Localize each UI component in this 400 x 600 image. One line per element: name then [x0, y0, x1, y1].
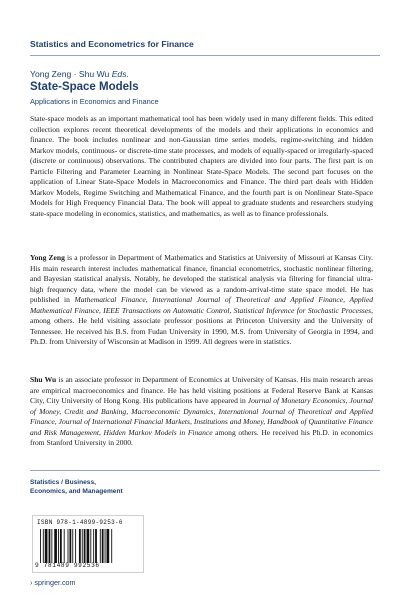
category-line-2: Economics, and Management: [30, 488, 123, 495]
category-divider: [30, 470, 380, 471]
category-line-1: Statistics / Business,: [30, 479, 96, 486]
description: State-space models as an important mathematical tool has been widely used in many different fields. This edited collection explores recent theoretical developments of the models and their applications in economics and finance. The book includes nonlinear and non-Gaussian time series models, regime-switching and hidden Markov models, continuous- or discrete-time state processes, and models of equally-spaced or irregularly-spaced (discrete or continuous) observations. The contributed chapters are divided into four parts. The first part is on Particle Filtering and Parameter Learning in Nonlinear State-Space Models. The second part focuses on the application of Linear State-Space Models in Macroeconomics and Finance. The third part deals with Hidden Markov Models, Regime Switching and Mathematical Finance, and the fourth part is on Nonlinear State-Space Models for High Frequency Financial Data. The book will appeal to graduate students and researchers studying state-space modeling in economics, statistics, and mathematics, as well as to finance professionals.: [30, 114, 373, 218]
series-divider: [30, 55, 380, 56]
book-title: State-Space Models: [30, 81, 139, 93]
isbn-text: ISBN 978-1-4899-9253-6: [37, 519, 123, 526]
book-subtitle: Applications in Economics and Finance: [30, 97, 159, 106]
bio-zeng: [30, 253, 373, 348]
bio-zeng-name: Yong Zeng: [30, 253, 65, 262]
editors-names: Yong Zeng · Shu Wu: [30, 69, 110, 79]
bio-zeng-text-1: is a professor in Department of Mathematics and Statistics at University of Missouri at Kansas City. His main research interest includes mathematical finance, financial econometrics, stochastic nonlinear filtering, and Bayesian statistical analysis. Notably, he developed the statistical analysis via filtering for financial ultra-high frequency data, where the model can be viewed as a random-arrival-time state space model. He has published in: [30, 253, 373, 305]
bio-wu: [30, 375, 373, 449]
springer-website-link[interactable]: › springer.com: [30, 578, 76, 587]
series-name: Statistics and Econometrics for Finance: [30, 39, 194, 49]
editors: [30, 69, 129, 79]
barcode-digits: 9 781489 992536: [35, 562, 100, 569]
bio-wu-name: Shu Wu: [30, 375, 57, 384]
isbn-barcode-box: [32, 515, 144, 573]
barcode-icon: [39, 529, 137, 563]
categories: [30, 478, 123, 496]
bio-wu-text-2: among others. He received his Ph.D. in economics from Stanford University in 2000.: [30, 427, 373, 448]
editors-suffix: Eds.: [111, 69, 129, 79]
bio-wu-text-1: is an associate professor in Department of Economics at University of Kansas. His main research areas are empirical macroeconomics and finance. He has held visiting positions at Federal Reserve Bank at Kansas City, City University of Hong Kong. His publications have appeared in: [30, 375, 374, 406]
bio-zeng-text-2: , among others. He held visiting associate professor positions at Princeton University and the University of Tennessee. He received his B.S. from Fudan University in 1990, M.S. from University of Georgia in 1994, and Ph.D. from University of Wisconsin at Madison in 1999. All degrees were in statistics.: [30, 305, 373, 347]
bio-wu-journals: Journal of Monetary Economics, Journal of Money, Credit and Banking, Macroeconomic Dynamics, International Journal of Theoretical and Applied Finance, Journal of International Financial Markets, Institutions and Money, Handbook of Quantitative Finance and Risk Management, Hidden Markov Models in Finance: [30, 396, 373, 437]
bio-zeng-journals: Mathematical Finance, International Journal of Theoretical and Applied Finance, Applied Mathematical Finance, IEEE Transactions on Automatic Control, Statistical Inference for Stochastic Processes: [30, 295, 373, 315]
